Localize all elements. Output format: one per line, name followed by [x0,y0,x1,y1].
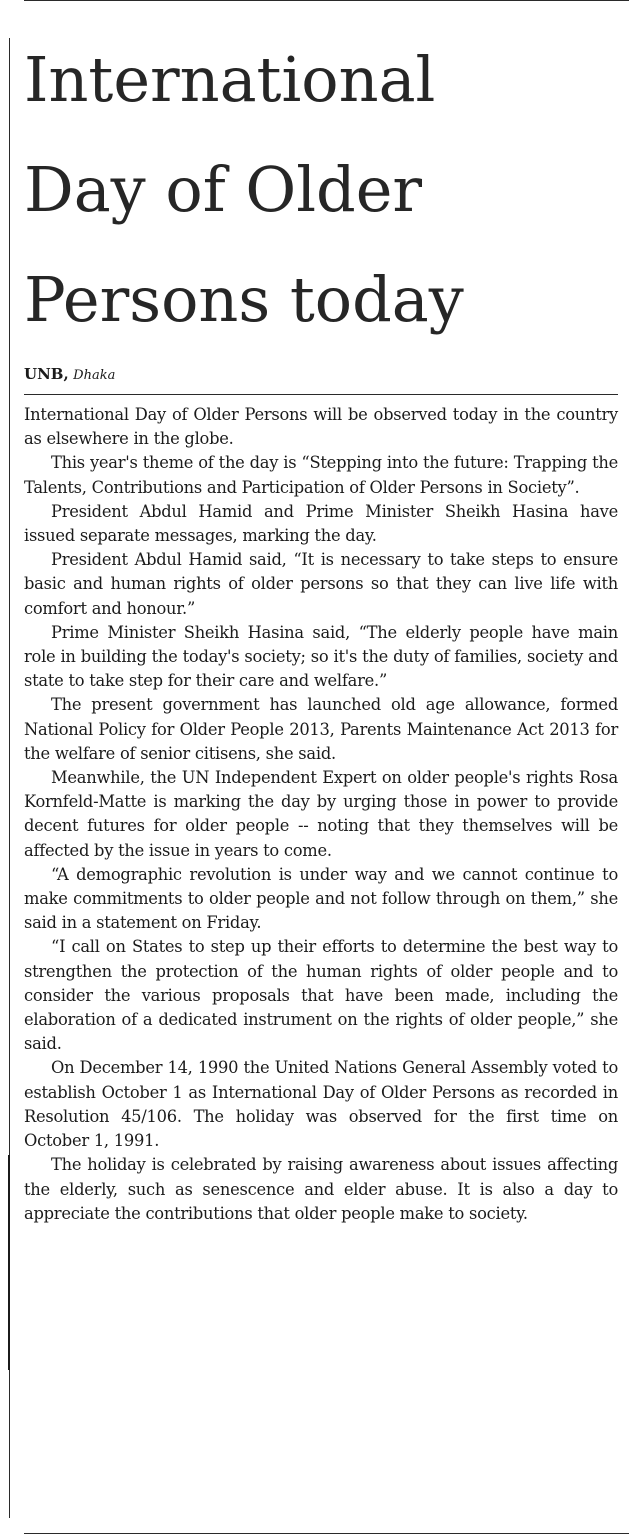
bottom-rule [24,1533,629,1534]
body-paragraph: President Abdul Hamid and Prime Minister Sheikh Hasina have issued separate messages, marking the day. [24,501,618,546]
headline-line: Day of Older [24,153,423,226]
article-body [24,403,618,1226]
body-paragraph: The holiday is celebrated by raising awareness about issues affecting the elderly, such as senescence and elder abuse. It is also a day to appreciate the contributions that older people make to society. [24,1155,618,1223]
byline-agency: UNB, [24,365,69,383]
body-paragraph: On December 14, 1990 the United Nations General Assembly voted to establish October 1 as International Day of Older Persons as recorded in Resolution 45/106. The holiday was observed for the first time on October 1, 1991. [24,1058,618,1151]
body-paragraph: Meanwhile, the UN Independent Expert on older people's rights Rosa Kornfeld-Matte is marking the day by urging those in power to provide decent futures for older people -- noting that they themselves will be affected by the issue in years to come. [24,768,618,860]
body-paragraph: President Abdul Hamid said, “It is necessary to take steps to ensure basic and human rights of older persons so that they can live life with comfort and honour.” [24,550,618,618]
body-paragraph: This year's theme of the day is “Stepping into the future: Trapping the Talents, Contributions and Participation of Older Persons in Society”. [24,453,618,497]
body-paragraph: The present government has launched old age allowance, formed National Policy for Older People 2013, Parents Maintenance Act 2013 for the welfare of senior citisens, she said. [24,695,618,763]
body-paragraph: “A demographic revolution is under way and we cannot continue to make commitments to older people and not follow through on them,” she said in a statement on Friday. [24,864,618,933]
byline-rule [24,394,618,395]
byline-place: Dhaka [73,368,116,383]
headline-line: Persons today [24,263,464,336]
body-paragraph: “I call on States to step up their efforts to determine the best way to strengthen the protection of the human rights of older people and to consider the various proposals that have been made, including the elaboration of a dedicated instrument on the rights of older people,” she said. [24,937,618,1054]
headline [24,25,618,355]
body-paragraph: Prime Minister Sheikh Hasina said, “The elderly people have main role in building the today's society; so it's the duty of families, society and state to take step for their care and welfare.” [24,622,618,691]
left-column-rule-accent [8,1155,10,1370]
headline-line: International [24,43,436,116]
body-paragraph: International Day of Older Persons will be observed today in the country as elsewhere in the globe. [24,405,618,449]
article [24,0,618,1226]
byline [24,364,618,386]
